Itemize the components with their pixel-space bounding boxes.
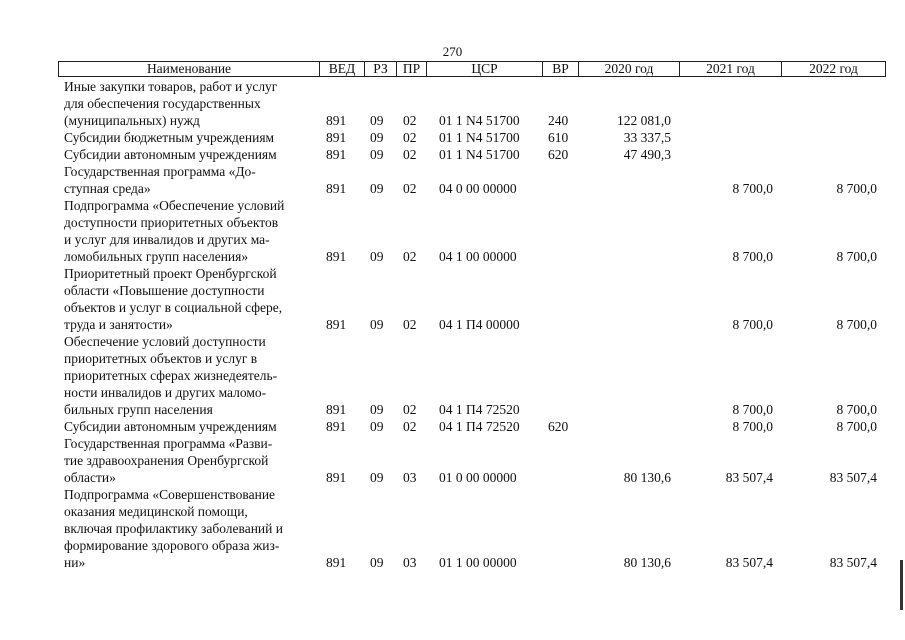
cell-2022: 8 700,0 bbox=[836, 317, 877, 332]
row-name-line: объектов и услуг в социальной сфере, bbox=[64, 300, 283, 315]
cell-ved: 891 bbox=[326, 419, 347, 434]
cell-2020: 47 490,3 bbox=[623, 147, 671, 162]
row-name-line: приоритетных объектов и услуг в bbox=[64, 351, 258, 366]
row-name-line: ломобильных групп населения» bbox=[64, 249, 249, 264]
cell-rz: 09 bbox=[370, 249, 384, 264]
row-name-line: Субсидии автономным учреждениям bbox=[64, 147, 277, 162]
row-name-line: Государственная программа «Разви- bbox=[64, 436, 273, 451]
cell-2022: 8 700,0 bbox=[836, 181, 877, 196]
cell-csr: 04 1 00 00000 bbox=[439, 249, 517, 264]
cell-2020: 80 130,6 bbox=[623, 555, 671, 570]
row-name-line: ности инвалидов и других маломо- bbox=[64, 385, 267, 400]
cell-2020: 33 337,5 bbox=[623, 130, 671, 145]
cell-rz: 09 bbox=[370, 113, 384, 128]
row-name-line: доступности приоритетных объектов bbox=[64, 215, 279, 230]
table-row bbox=[0, 146, 905, 163]
row-name bbox=[64, 197, 312, 265]
page-number: 270 bbox=[442, 44, 463, 59]
row-name-line: бильных групп населения bbox=[64, 402, 213, 417]
row-name-line: Субсидии автономным учреждениям bbox=[64, 419, 277, 434]
row-name-line: Приоритетный проект Оренбургской bbox=[64, 266, 277, 281]
cell-2021: 83 507,4 bbox=[725, 555, 773, 570]
cell-pr: 02 bbox=[403, 181, 417, 196]
row-name bbox=[64, 78, 312, 129]
row-name-line: Подпрограмма «Обеспечение условий bbox=[64, 198, 285, 213]
cell-rz: 09 bbox=[370, 181, 384, 196]
row-name-line: труда и занятости» bbox=[64, 317, 173, 332]
cell-ved: 891 bbox=[326, 555, 347, 570]
cell-pr: 02 bbox=[403, 113, 417, 128]
cell-pr: 02 bbox=[403, 402, 417, 417]
row-name-line: ни» bbox=[64, 555, 86, 570]
cell-ved: 891 bbox=[326, 181, 347, 196]
cell-pr: 02 bbox=[403, 249, 417, 264]
row-name-line: Обеспечение условий доступности bbox=[64, 334, 266, 349]
cell-csr: 01 1 N4 51700 bbox=[439, 147, 520, 162]
cell-2020: 122 081,0 bbox=[617, 113, 671, 128]
cell-ved: 891 bbox=[326, 249, 347, 264]
cell-pr: 03 bbox=[403, 555, 417, 570]
header-2022: 2022 год bbox=[809, 61, 858, 76]
cell-ved: 891 bbox=[326, 147, 347, 162]
cell-rz: 09 bbox=[370, 402, 384, 417]
cell-csr: 04 0 00 00000 bbox=[439, 181, 517, 196]
cell-ved: 891 bbox=[326, 113, 347, 128]
row-name-line: (муниципальных) нужд bbox=[64, 113, 200, 128]
cell-vr: 240 bbox=[548, 113, 569, 128]
header-2020: 2020 год bbox=[579, 62, 680, 76]
table-row bbox=[0, 435, 905, 486]
row-name bbox=[64, 435, 312, 486]
row-name-line: тие здравоохранения Оренбургской bbox=[64, 453, 269, 468]
cell-ved: 891 bbox=[326, 130, 347, 145]
header-pr: ПР bbox=[397, 62, 427, 76]
table-row bbox=[0, 78, 905, 129]
cell-vr: 620 bbox=[548, 147, 569, 162]
row-name-line: приоритетных сферах жизнедеятель- bbox=[64, 368, 278, 383]
cell-pr: 02 bbox=[403, 147, 417, 162]
cell-rz: 09 bbox=[370, 130, 384, 145]
cell-ved: 891 bbox=[326, 470, 347, 485]
scan-edge-mark bbox=[900, 560, 903, 610]
cell-2021: 8 700,0 bbox=[732, 249, 773, 264]
cell-2022: 8 700,0 bbox=[836, 419, 877, 434]
row-name-line: оказания медицинской помощи, bbox=[64, 504, 248, 519]
cell-vr: 610 bbox=[548, 130, 569, 145]
cell-csr: 01 1 N4 51700 bbox=[439, 113, 520, 128]
header-ved: ВЕД bbox=[320, 62, 365, 76]
row-name-line: и услуг для инвалидов и других ма- bbox=[64, 232, 270, 247]
cell-2021: 83 507,4 bbox=[725, 470, 773, 485]
cell-2021: 8 700,0 bbox=[732, 317, 773, 332]
row-name bbox=[64, 163, 312, 197]
header-rz: РЗ bbox=[365, 62, 397, 76]
cell-pr: 02 bbox=[403, 419, 417, 434]
cell-2022: 8 700,0 bbox=[836, 249, 877, 264]
cell-2022: 83 507,4 bbox=[829, 555, 877, 570]
table-row bbox=[0, 163, 905, 197]
cell-rz: 09 bbox=[370, 470, 384, 485]
row-name-line: Субсидии бюджетным учреждениям bbox=[64, 130, 275, 145]
cell-csr: 01 1 N4 51700 bbox=[439, 130, 520, 145]
cell-2021: 8 700,0 bbox=[732, 181, 773, 196]
cell-2022: 8 700,0 bbox=[836, 402, 877, 417]
row-name bbox=[64, 146, 312, 163]
cell-rz: 09 bbox=[370, 419, 384, 434]
cell-ved: 891 bbox=[326, 402, 347, 417]
cell-2021: 8 700,0 bbox=[732, 402, 773, 417]
row-name bbox=[64, 486, 312, 571]
table-row bbox=[0, 333, 905, 418]
table-header bbox=[58, 61, 886, 77]
cell-csr: 01 0 00 00000 bbox=[439, 470, 517, 485]
row-name-line: формирование здорового образа жиз- bbox=[64, 538, 280, 553]
header-name: Наименование bbox=[59, 62, 320, 76]
row-name-line: для обеспечения государственных bbox=[64, 96, 261, 111]
row-name bbox=[64, 333, 312, 418]
row-name-line: области «Повышение доступности bbox=[64, 283, 265, 298]
cell-ved: 891 bbox=[326, 317, 347, 332]
table-row bbox=[0, 197, 905, 265]
cell-vr: 620 bbox=[548, 419, 569, 434]
row-name-line: Государственная программа «До- bbox=[64, 164, 256, 179]
row-name-line: области» bbox=[64, 470, 116, 485]
header-2021: 2021 год bbox=[680, 62, 782, 76]
cell-rz: 09 bbox=[370, 147, 384, 162]
cell-pr: 02 bbox=[403, 317, 417, 332]
row-name bbox=[64, 129, 312, 146]
row-name-line: Иные закупки товаров, работ и услуг bbox=[64, 79, 278, 94]
cell-2021: 8 700,0 bbox=[732, 419, 773, 434]
row-name-line: включая профилактику заболеваний и bbox=[64, 521, 283, 536]
cell-csr: 04 1 П4 00000 bbox=[439, 317, 520, 332]
row-name-line: Подпрограмма «Совершенствование bbox=[64, 487, 276, 502]
cell-pr: 02 bbox=[403, 130, 417, 145]
table-row bbox=[0, 129, 905, 146]
row-name bbox=[64, 265, 312, 333]
cell-rz: 09 bbox=[370, 555, 384, 570]
header-vr: ВР bbox=[543, 62, 579, 76]
table-row bbox=[0, 265, 905, 333]
table-row bbox=[0, 486, 905, 571]
cell-2022: 83 507,4 bbox=[829, 470, 877, 485]
table-body bbox=[0, 78, 905, 571]
cell-2020: 80 130,6 bbox=[623, 470, 671, 485]
cell-csr: 01 1 00 00000 bbox=[439, 555, 517, 570]
row-name bbox=[64, 418, 312, 435]
table-row bbox=[0, 418, 905, 435]
cell-pr: 03 bbox=[403, 470, 417, 485]
row-name-line: ступная среда» bbox=[64, 181, 151, 196]
cell-csr: 04 1 П4 72520 bbox=[439, 402, 520, 417]
cell-csr: 04 1 П4 72520 bbox=[439, 419, 520, 434]
header-csr: ЦСР bbox=[427, 62, 543, 76]
cell-rz: 09 bbox=[370, 317, 384, 332]
